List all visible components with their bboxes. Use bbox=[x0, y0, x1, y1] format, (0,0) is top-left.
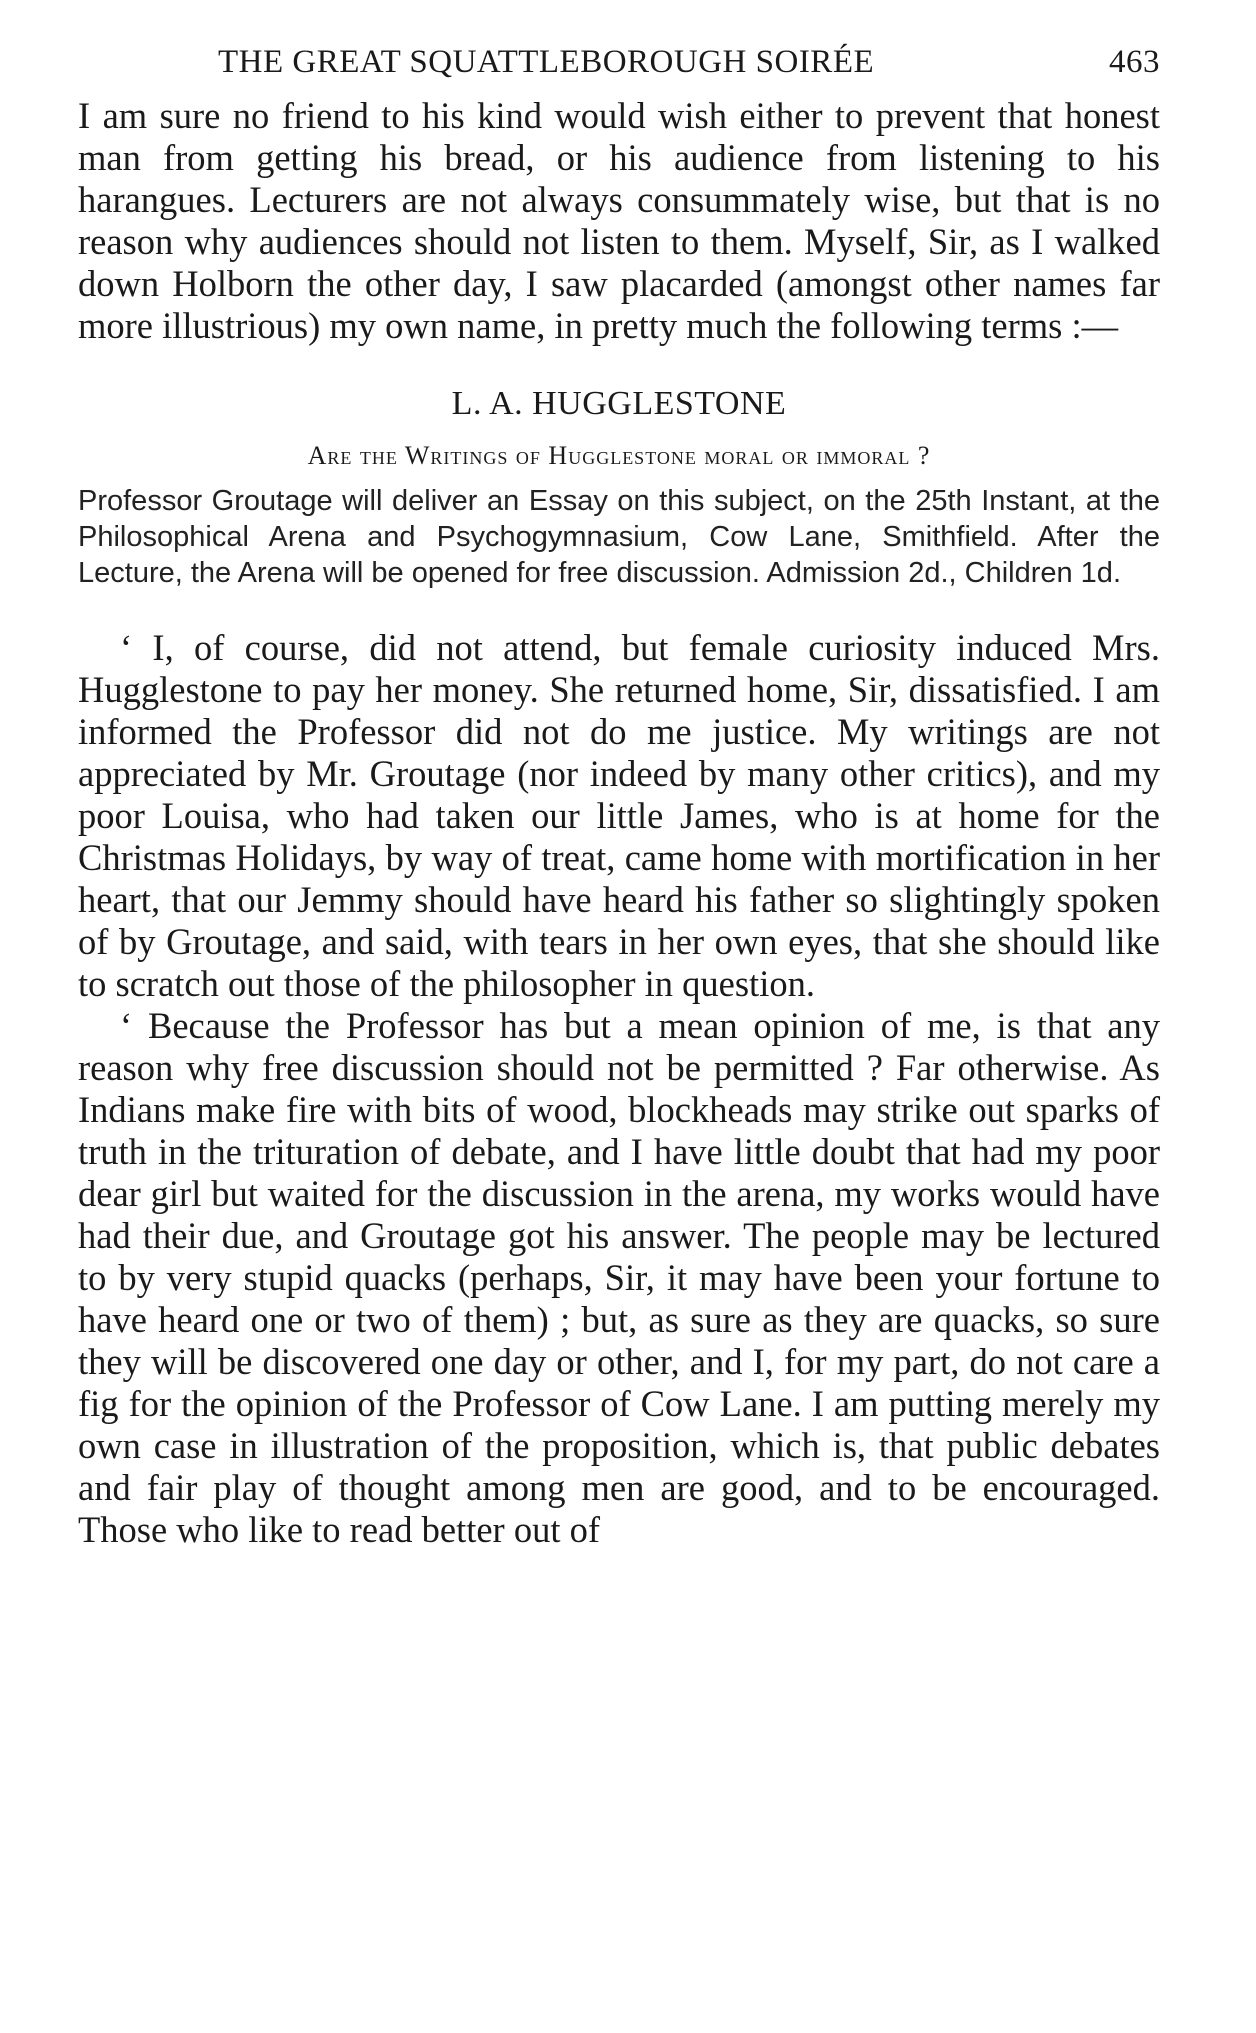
running-title: THE GREAT SQUATTLEBOROUGH SOIRÉE bbox=[218, 44, 875, 80]
running-header bbox=[218, 44, 1160, 81]
notice-body: Professor Groutage will deliver an Essay on this subject, on the 25th Instant, at the Philosophical Arena and Psychogymnasium, Cow Lane, Smithfield. After the Lecture, the Arena will be opened for free discussion. Admission 2d., Children 1d. bbox=[78, 485, 1160, 589]
notice-heading: L. A. HUGGLESTONE bbox=[451, 385, 787, 422]
notice-question: Are the Writings of Hugglestone moral or immoral ? bbox=[307, 441, 931, 470]
paragraph-attendance: ‘ I, of course, did not attend, but female curiosity induced Mrs. Hugglestone to pay her money. She returned home, Sir, dissatisfied. I am informed the Professor did not do me justice. My writings are not appreciated by Mr. Groutage (nor indeed by many other critics), and my poor Louisa, who had taken our little James, who is at home for the Christmas Holidays, by way of treat, came home with mortification in her heart, that our Jemmy should have heard his father so slightingly spoken of by Groutage, and said, with tears in her own eyes, that she should like to scratch out those of the philosopher in question. bbox=[78, 627, 1160, 1004]
paragraph-intro: I am sure no friend to his kind would wish either to prevent that honest man from getting his bread, or his audience from listening to his harangues. Lecturers are not always consummately wise, but that is no reason why audiences should not listen to them. Myself, Sir, as I walked down Holborn the other day, I saw placarded (amongst other names far more illustrious) my own name, in pretty much the following terms :— bbox=[78, 95, 1160, 346]
paragraph-discussion: ‘ Because the Professor has but a mean opinion of me, is that any reason why free discussion should not be permitted ? Far otherwise. As Indians make fire with bits of wood, blockheads may strike out sparks of truth in the trituration of debate, and I have little doubt that had my poor dear girl but waited for the discussion in the arena, my works would have had their due, and Groutage got his answer. The people may be lectured to by very stupid quacks (perhaps, Sir, it may have been your fortune to have heard one or two of them) ; but, as sure as they are quacks, so sure they will be discovered one day or other, and I, for my part, do not care a fig for the opinion of the Professor of Cow Lane. I am putting merely my own case in illustration of the proposition, which is, that public debates and fair play of thought among men are good, and to be encouraged. Those who like to read better out of bbox=[78, 1005, 1160, 1550]
book-page bbox=[78, 44, 1160, 1551]
placard-notice bbox=[78, 385, 1160, 591]
page-number: 463 bbox=[1109, 44, 1160, 80]
